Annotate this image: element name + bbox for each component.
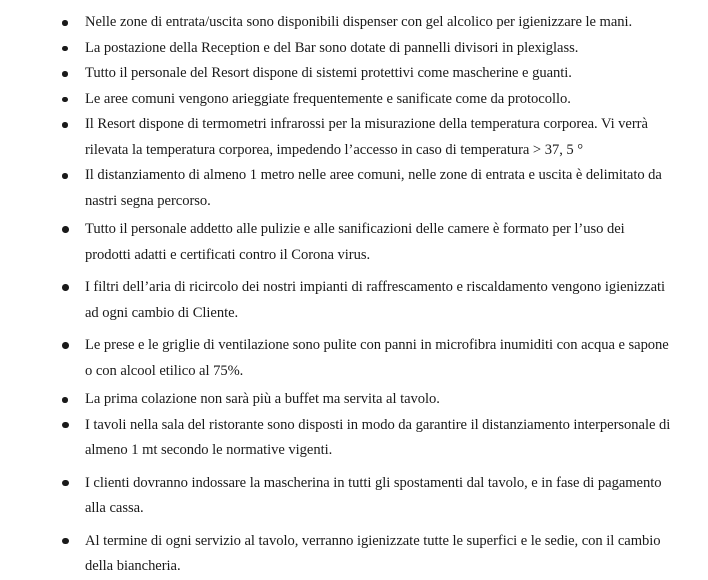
list-item-text: La prima colazione non sarà più a buffet ma servita al tavolo. [85, 391, 440, 407]
bullet-icon [62, 397, 68, 403]
list-item [62, 471, 672, 522]
bullet-icon [62, 480, 69, 487]
list-item [62, 387, 672, 413]
bullet-icon [62, 422, 69, 429]
list-item-text: Il Resort dispone di termometri infrarossi per la misurazione della temperatura corporea. Vi verrà rilevata la temperatura corporea, impedendo l’accesso in caso di temperatura > 37, 5 ° [85, 116, 648, 158]
bullet-icon [62, 122, 68, 128]
bullet-icon [62, 46, 68, 52]
bullet-icon [62, 226, 69, 233]
list-item [62, 112, 672, 163]
list-item [62, 529, 672, 580]
bullet-icon [62, 342, 69, 349]
list-item [62, 333, 672, 384]
list-item-text: I tavoli nella sala del ristorante sono disposti in modo da garantire il distanziamento interpersonale di almeno 1 mt secondo le normative vigenti. [85, 416, 671, 458]
list-item-text: La postazione della Reception e del Bar sono dotate di pannelli divisori in plexiglass. [85, 39, 579, 56]
safety-measures-list [62, 10, 672, 580]
list-item-text: Nelle zone di entrata/uscita sono disponibili dispenser con gel alcolico per igienizzare le mani. [85, 14, 633, 30]
bullet-icon [62, 97, 68, 103]
list-item [62, 163, 672, 214]
list-item-text: Le prese e le griglie di ventilazione sono pulite con panni in microfibra inumiditi con acqua e sapone o con alcool etilico al 75%. [85, 337, 669, 379]
list-item [62, 217, 672, 268]
bullet-icon [62, 284, 69, 291]
list-item-text: I filtri dell’aria di ricircolo dei nostri impianti di raffrescamento e riscaldamento vengono igienizzati ad ogni cambio di Cliente. [85, 279, 666, 321]
list-item-text: Al termine di ogni servizio al tavolo, verranno igienizzate tutte le superfici e le sedie, con il cambio della biancheria. [85, 532, 661, 574]
bullet-icon [62, 20, 68, 26]
list-item-text: Tutto il personale del Resort dispone di sistemi protettivi come mascherine e guanti. [85, 65, 572, 81]
bullet-icon [62, 71, 68, 77]
list-item-text: Le aree comuni vengono arieggiate frequentemente e sanificate come da protocollo. [85, 90, 571, 107]
bullet-icon [62, 173, 68, 179]
list-item [62, 275, 672, 326]
list-item [62, 36, 672, 62]
list-item [62, 413, 672, 464]
list-item [62, 61, 672, 87]
list-item-text: Il distanziamento di almeno 1 metro nelle aree comuni, nelle zone di entrata e uscita è delimitato da nastri segna percorso. [85, 167, 662, 209]
list-item-text: I clienti dovranno indossare la mascherina in tutti gli spostamenti dal tavolo, e in fase di pagamento alla cassa. [85, 474, 662, 516]
list-item-text: Tutto il personale addetto alle pulizie e alle sanificazioni delle camere è formato per l’uso dei prodotti adatti e certificati contro il Corona virus. [85, 221, 625, 263]
list-item [62, 10, 672, 36]
list-item [62, 87, 672, 113]
bullet-icon [62, 538, 69, 545]
